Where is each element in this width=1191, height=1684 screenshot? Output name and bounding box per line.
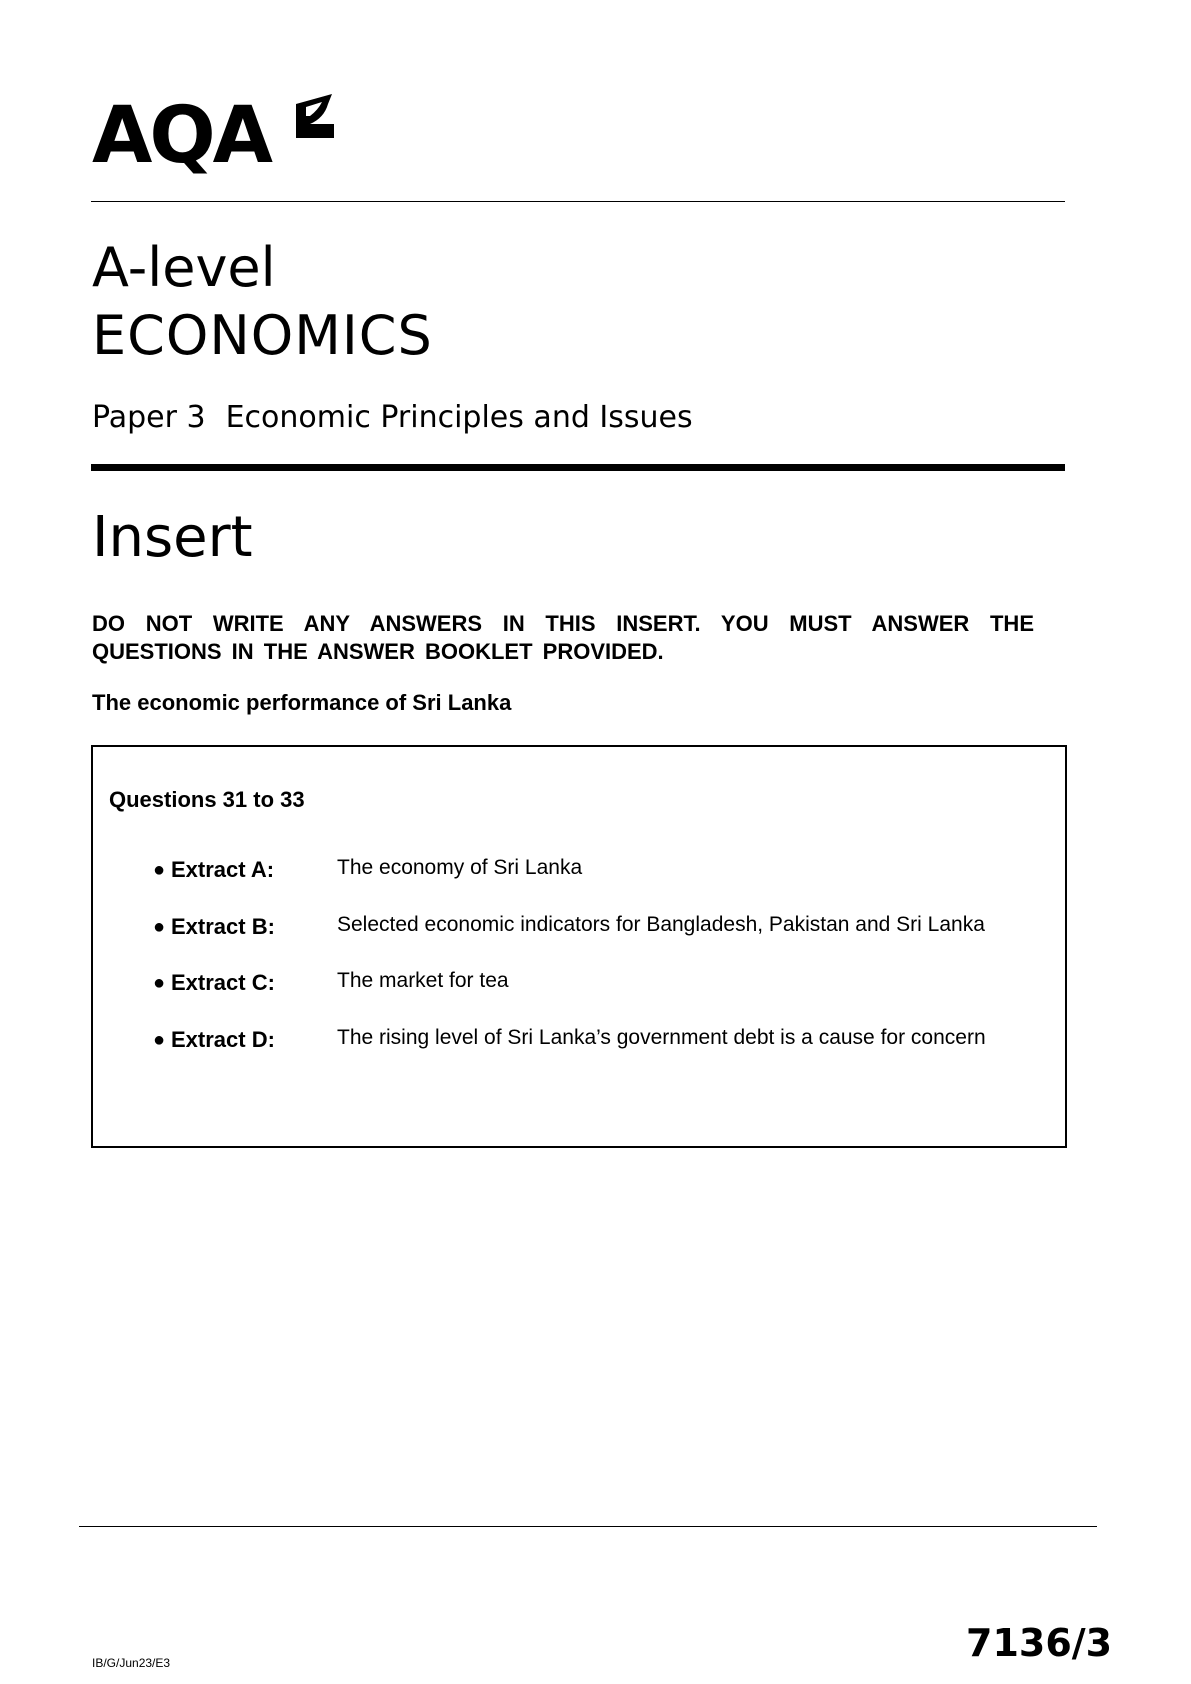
extract-description: Selected economic indicators for Bangladesh, Pakistan and Sri Lanka [337,913,985,936]
instruction-text: DO NOT WRITE ANY ANSWERS IN THIS INSERT. YOU MUST ANSWER THE QUESTIONS IN THE ANSWER BOOKLET PROVIDED. [92,611,1034,664]
paper-number: Paper 3 [92,400,206,435]
extract-label: Extract B: [171,914,275,939]
extract-description: The economy of Sri Lanka [337,856,583,879]
paper-title: Economic Principles and Issues [225,400,693,435]
qualification-level: A-level [92,236,276,299]
extract-label: Extract A: [171,857,275,882]
paper-heading [92,398,693,438]
extract-label: Extract C: [171,970,275,995]
extract-description: The market for tea [337,969,509,992]
paper-code: 7136/3 [966,1621,1113,1665]
questions-box [91,745,1067,1148]
subject-title: ECONOMICS [92,304,433,367]
extract-label: Extract D: [171,1027,275,1052]
section-divider [91,464,1065,471]
footer-reference: IB/G/Jun23/E3 [92,1656,171,1670]
aqa-leaf-icon [292,90,344,146]
footer-divider [79,1526,1097,1527]
logo-text: AQA [92,91,271,181]
questions-heading: Questions 31 to 33 [109,787,305,812]
extract-description: The rising level of Sri Lanka’s government debt is a cause for concern [337,1026,986,1049]
topic-heading: The economic performance of Sri Lanka [92,690,512,715]
bullet-icon: ● [153,1029,166,1051]
bullet-icon: ● [153,859,166,881]
aqa-logo [92,88,362,184]
header-divider [91,201,1065,202]
bullet-icon: ● [153,916,166,938]
document-title: Insert [92,505,253,570]
bullet-icon: ● [153,972,166,994]
